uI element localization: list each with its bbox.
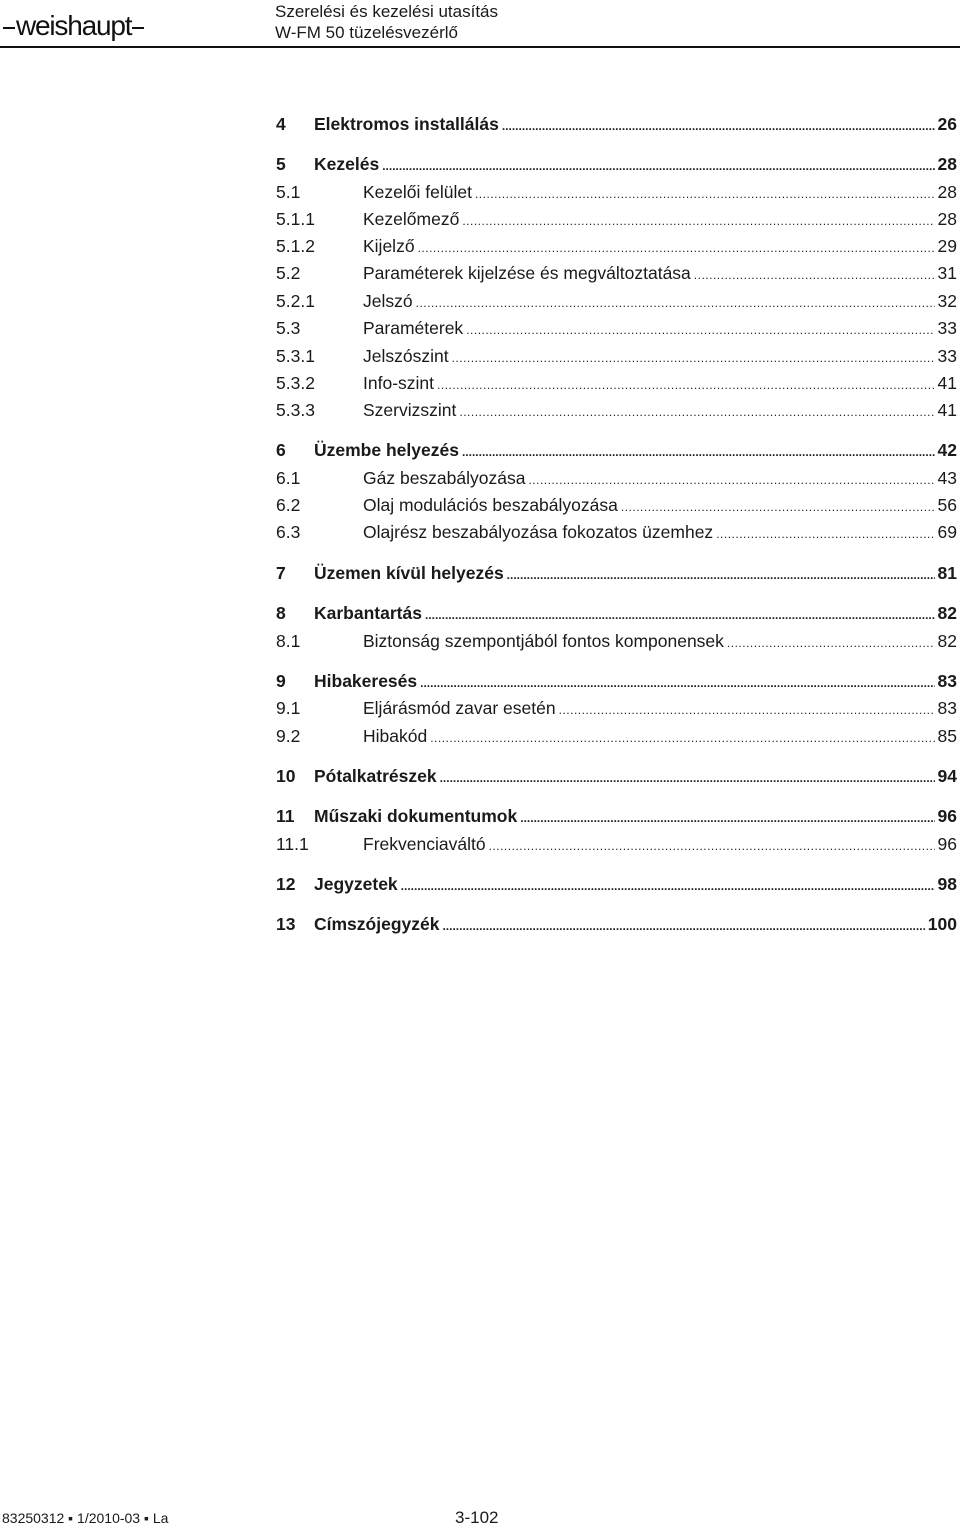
toc-entry-title: Kezelőmező xyxy=(363,209,460,229)
toc-entry-title: Címszójegyzék xyxy=(314,914,440,934)
document-number: 83250312 ▪ 1/2010-03 ▪ La xyxy=(2,1510,169,1526)
toc-entry-title: Olaj modulációs beszabályozása xyxy=(363,495,618,515)
toc-entry-title: Paraméterek xyxy=(363,318,464,338)
toc-entry[interactable] xyxy=(276,179,957,205)
toc-entry-title: Paraméterek kijelzése és megváltoztatása xyxy=(363,263,691,283)
toc-entry-number: 6.3 xyxy=(276,522,301,542)
toc-leader-dots xyxy=(462,439,935,465)
toc-entry-title: Műszaki dokumentumok xyxy=(314,806,518,826)
toc-entry-title: Biztonság szempontjából fontos komponensek xyxy=(363,631,724,651)
toc-entry[interactable] xyxy=(276,668,957,694)
toc-entry[interactable] xyxy=(276,723,957,749)
toc-entry-number: 6.2 xyxy=(276,495,301,515)
toc-entry-page: 29 xyxy=(937,236,957,256)
toc-entry-number: 8 xyxy=(276,603,286,623)
logo-dash-right xyxy=(132,27,144,29)
toc-entry-number: 5.3.2 xyxy=(276,373,315,393)
toc-entry-line xyxy=(363,492,957,520)
toc-entry-line xyxy=(314,151,957,179)
toc-entry[interactable] xyxy=(276,492,957,518)
toc-entry-page: 31 xyxy=(937,263,957,283)
toc-entry-title: Frekvenciaváltó xyxy=(363,834,486,854)
toc-entry-line xyxy=(363,723,957,751)
toc-entry-number: 11 xyxy=(276,806,295,826)
toc-leader-dots xyxy=(694,262,935,288)
toc-entry-line xyxy=(314,600,957,628)
toc-entry-number: 8.1 xyxy=(276,631,301,651)
toc-entry-number: 5.3 xyxy=(276,318,301,338)
toc-entry-line xyxy=(314,911,957,939)
toc-entry-page: 81 xyxy=(937,563,957,583)
toc-entry-title: Üzemen kívül helyezés xyxy=(314,563,504,583)
document-title-line-2: W-FM 50 tüzelésvezérlő xyxy=(275,23,458,42)
toc-leader-dots xyxy=(452,345,935,371)
toc-entry-page: 98 xyxy=(937,874,957,894)
toc-entry-page: 85 xyxy=(937,726,957,746)
toc-entry-title: Gáz beszabályozása xyxy=(363,468,526,488)
toc-entry-page: 28 xyxy=(937,182,957,202)
toc-leader-dots xyxy=(416,290,935,316)
toc-entry-number: 9 xyxy=(276,671,286,691)
toc-entry-line xyxy=(314,437,957,465)
toc-entry-title: Hibakód xyxy=(363,726,428,746)
toc-entry[interactable] xyxy=(276,628,957,654)
toc-entry-line xyxy=(363,233,957,261)
toc-entry-page: 33 xyxy=(937,318,957,338)
toc-entry-number: 5.1 xyxy=(276,182,301,202)
toc-leader-dots xyxy=(382,153,934,179)
toc-entry[interactable] xyxy=(276,206,957,232)
toc-entry-number: 5.2 xyxy=(276,263,301,283)
document-title-line-1: Szerelési és kezelési utasítás xyxy=(275,2,498,21)
toc-entry[interactable] xyxy=(276,695,957,721)
toc-entry[interactable] xyxy=(276,600,957,626)
toc-entry-line xyxy=(363,315,957,343)
toc-entry-page: 33 xyxy=(937,346,957,366)
page-footer xyxy=(0,1508,960,1525)
toc-entry-page: 100 xyxy=(927,914,957,934)
toc-entry-line xyxy=(363,206,957,234)
toc-entry[interactable] xyxy=(276,397,957,423)
toc-entry-line xyxy=(363,288,957,316)
toc-leader-dots xyxy=(466,317,934,343)
toc-entry[interactable] xyxy=(276,465,957,491)
toc-entry-title: Info-szint xyxy=(363,373,434,393)
toc-entry-title: Üzembe helyezés xyxy=(314,440,459,460)
toc-entry-line xyxy=(363,695,957,723)
toc-entry-number: 10 xyxy=(276,766,296,786)
toc-entry[interactable] xyxy=(276,519,957,545)
page-number: 3-102 xyxy=(455,1508,499,1527)
toc-entry-page: 83 xyxy=(937,698,957,718)
toc-leader-dots xyxy=(425,602,935,628)
toc-entry-number: 6.1 xyxy=(276,468,301,488)
toc-entry-title: Hibakeresés xyxy=(314,671,418,691)
toc-entry[interactable] xyxy=(276,260,957,286)
toc-leader-dots xyxy=(507,562,935,588)
toc-entry-line xyxy=(363,465,957,493)
toc-entry-line xyxy=(363,397,957,425)
toc-leader-dots xyxy=(430,725,934,751)
toc-entry-line xyxy=(314,668,957,696)
toc-leader-dots xyxy=(716,521,934,547)
toc-entry-title: Jelszószint xyxy=(363,346,449,366)
toc-entry-page: 82 xyxy=(937,631,957,651)
weishaupt-logo xyxy=(2,10,145,42)
toc-entry-title: Szervizszint xyxy=(363,400,457,420)
toc-entry[interactable] xyxy=(276,911,957,937)
toc-leader-dots xyxy=(437,372,935,398)
toc-entry-line xyxy=(363,260,957,288)
toc-leader-dots xyxy=(418,235,935,261)
toc-entry-title: Kijelző xyxy=(363,236,415,256)
toc-entry-title: Kezelői felület xyxy=(363,182,472,202)
toc-entry[interactable] xyxy=(276,343,957,369)
toc-entry-number: 5.3.1 xyxy=(276,346,315,366)
toc-entry[interactable] xyxy=(276,560,957,586)
toc-entry-line xyxy=(363,179,957,207)
toc-entry-line xyxy=(363,628,957,656)
toc-entry-line xyxy=(363,519,957,547)
toc-entry[interactable] xyxy=(276,763,957,789)
toc-entry-line xyxy=(314,871,957,899)
toc-entry-line xyxy=(363,370,957,398)
toc-entry-number: 5.1.2 xyxy=(276,236,315,256)
toc-entry-title: Kezelés xyxy=(314,154,380,174)
toc-entry[interactable] xyxy=(276,871,957,897)
toc-leader-dots xyxy=(621,494,935,520)
toc-entry-page: 28 xyxy=(937,154,957,174)
toc-leader-dots xyxy=(401,873,935,899)
toc-leader-dots xyxy=(420,670,934,696)
toc-entry-number: 13 xyxy=(276,914,296,934)
toc-entry-number: 7 xyxy=(276,563,286,583)
toc-entry[interactable] xyxy=(276,831,957,857)
toc-entry-number: 12 xyxy=(276,874,296,894)
toc-entry[interactable] xyxy=(276,803,957,829)
toc-leader-dots xyxy=(520,805,934,831)
page-header xyxy=(0,0,960,50)
toc-entry-page: 83 xyxy=(937,671,957,691)
toc-entry-title: Eljárásmód zavar esetén xyxy=(363,698,556,718)
toc-entry-number: 5 xyxy=(276,154,286,174)
toc-entry-number: 11.1 xyxy=(276,834,309,854)
toc-entry-page: 41 xyxy=(937,400,957,420)
toc-leader-dots xyxy=(489,833,935,859)
toc-leader-dots xyxy=(502,113,935,139)
toc-entry-line xyxy=(363,831,957,859)
toc-entry[interactable] xyxy=(276,288,957,314)
toc-entry-title: Jegyzetek xyxy=(314,874,398,894)
toc-entry-line xyxy=(314,111,957,139)
toc-entry-number: 5.1.1 xyxy=(276,209,315,229)
toc-entry-page: 96 xyxy=(937,806,957,826)
logo-text: weishaupt xyxy=(16,10,132,41)
toc-leader-dots xyxy=(442,913,924,939)
toc-entry[interactable] xyxy=(276,315,957,341)
toc-entry-number: 5.3.3 xyxy=(276,400,315,420)
toc-entry-page: 43 xyxy=(937,468,957,488)
toc-entry-title: Olajrész beszabályozása fokozatos üzemhez xyxy=(363,522,714,542)
toc-entry-title: Elektromos installálás xyxy=(314,114,499,134)
toc-entry[interactable] xyxy=(276,151,957,177)
toc-entry-line xyxy=(314,763,957,791)
toc-entry-page: 96 xyxy=(937,834,957,854)
toc-entry-page: 28 xyxy=(937,209,957,229)
toc-leader-dots xyxy=(462,208,934,234)
toc-entry-title: Jelszó xyxy=(363,291,413,311)
toc-entry[interactable] xyxy=(276,111,957,137)
toc-entry-page: 94 xyxy=(937,766,957,786)
toc-entry-page: 26 xyxy=(937,114,957,134)
toc-entry-line xyxy=(314,560,957,588)
toc-leader-dots xyxy=(528,467,934,493)
toc-leader-dots xyxy=(559,697,935,723)
toc-entry-page: 32 xyxy=(937,291,957,311)
toc-leader-dots xyxy=(440,765,935,791)
toc-entry-title: Pótalkatrészek xyxy=(314,766,437,786)
toc-leader-dots xyxy=(727,630,935,656)
toc-entry-line xyxy=(363,343,957,371)
toc-entry-number: 9.2 xyxy=(276,726,301,746)
toc-entry-page: 69 xyxy=(937,522,957,542)
toc-entry-page: 56 xyxy=(937,495,957,515)
toc-entry-number: 5.2.1 xyxy=(276,291,315,311)
toc-entry-page: 42 xyxy=(937,440,957,460)
document-title xyxy=(275,1,498,43)
toc-entry-number: 6 xyxy=(276,440,286,460)
toc-entry-number: 9.1 xyxy=(276,698,301,718)
logo-dash-left xyxy=(3,27,15,29)
toc-entry-page: 41 xyxy=(937,373,957,393)
toc-entry[interactable] xyxy=(276,370,957,396)
toc-leader-dots xyxy=(475,181,935,207)
toc-leader-dots xyxy=(459,399,934,425)
header-divider xyxy=(0,46,960,48)
toc-entry-line xyxy=(314,803,957,831)
toc-entry-title: Karbantartás xyxy=(314,603,422,623)
toc-entry-number: 4 xyxy=(276,114,286,134)
toc-entry[interactable] xyxy=(276,437,957,463)
toc-entry[interactable] xyxy=(276,233,957,259)
toc-entry-page: 82 xyxy=(937,603,957,623)
